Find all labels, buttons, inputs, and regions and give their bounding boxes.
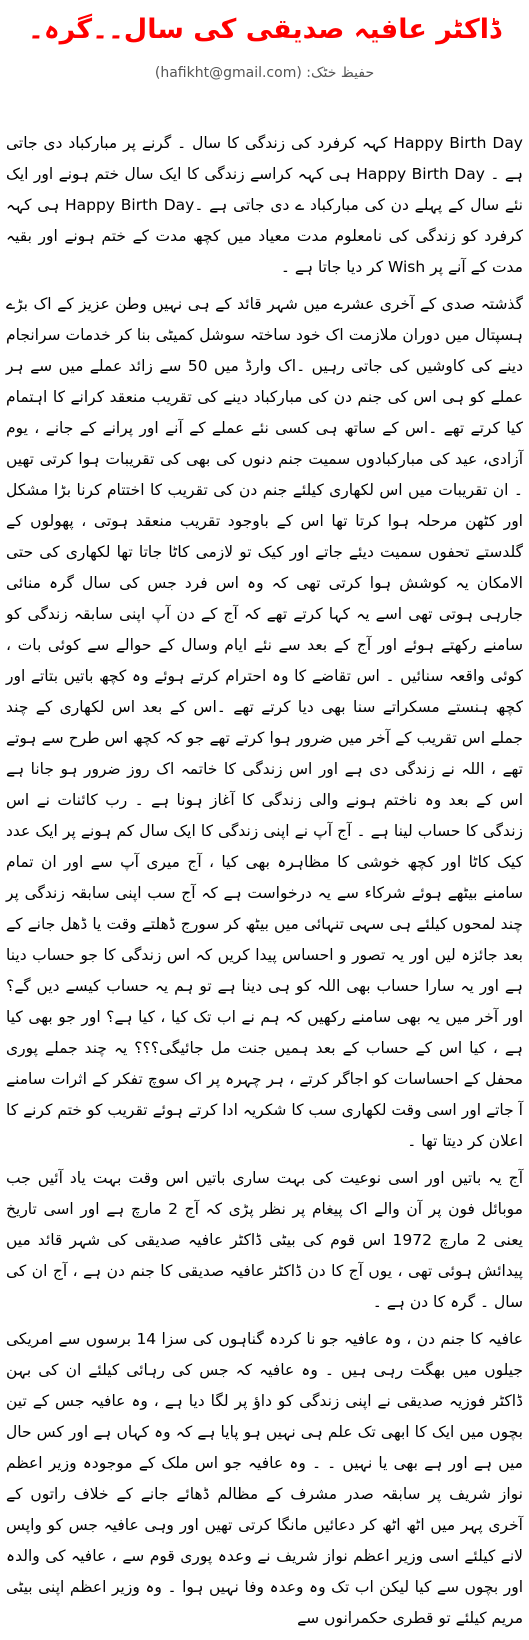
author-email: (hafikht@gmail.com) — [154, 65, 302, 81]
paragraph-birthday-message: آج یہ باتیں اور اسی نوعیت کی بہت ساری باتیں اس وقت بہت یاد آئیں جب موبائل فون پر آن والے اک پیغام پر نظر پڑی کہ آج 2 مارچ ہے اور اسی تاریخ یعنی 2 مارچ 1972 اس قوم کی بیٹی ڈاکٹر عافیہ صدیقی کی شہر قائد میں پیدائش ہوئی تھی ، یوں آج کا دن ڈاکٹر عافیہ صدیقی کا جنم دن ہے ، آج ان کی سال ۔ گرہ کا دن ہے ۔ — [6, 1169, 523, 1311]
paragraph-hospital-memories: گذشتہ صدی کے آخری عشرے میں شہر قائد کے ہی نہیں وطن عزیز کے اک بڑے ہسپتال میں دوران ملازمت اک خود ساختہ سوشل کمیٹی بنا کر خدمات سرانجام دینے کی کاوشیں کی جاتی رہیں ۔اک وارڈ میں 50 سے زائد عملے میں سے ہر عملے کو ہی اس کی جنم دن کی مبارکباد دینے کی تقریب منعقد کرانے کا اہتمام کیا کرتے تھے ۔اس کے ساتھ ہی کسی نئے عملے کے آنے اور پرانے کے جانے ، یوم آزادی، عید کی مبارکبادوں سمیت جنم دنوں کی بھی کی تقریبات ہوا کرتی تھیں ۔ ان تقریبات میں اس لکھاری کیلئے جنم دن کی تقریب کا اختتام کرنا بڑا مشکل اور کٹھن مرحلہ ہوا کرتا تھا اس کے باوجود تقریب منعقد ہوتی ، پھولوں کے گلدستے تحفوں سمیت دیئے جاتے اور کیک تو لازمی کاٹا جاتا تھا لکھاری کی حتی الامکان یہ کوشش ہوا کرتی تھی کہ وہ اس فرد جس کی سال گرہ منائی جارہی ہوتی تھی اسے یہ کہا کرتے تھے کہ آج کے دن آپ اپنی سابقہ زندگی کو سامنے رکھتے ہوئے اور آج کے بعد سے نئے ایام وسال کے حوالے سے کوئی بات ، کوئی واقعہ سنائیں ۔ اس تقاضے کا وہ احترام کرتے ہوئے وہ کچھ باتیں بتاتے اور کچھ ہنستے مسکراتے سنا بھی دیا کرتے تھے ۔اس کے بعد اس لکھاری کے چند جملے اس تقریب کے آخر میں ضرور ہوا کرتے تھے جو کہ کچھ اس طرح سے ہوتے تھے ، اللہ نے زندگی دی ہے اور اس زندگی کا خاتمہ اک روز ضرور ہو جانا ہے اس کے بعد وہ ناختم ہونے والی زندگی کا آغاز ہونا ہے ۔ رب کائنات نے اس زندگی کا حساب لینا ہے ۔ آج آپ نے اپنی زندگی کا ایک سال کم ہونے پر ایک عدد کیک کاٹا اور کچھ خوشی کا مظاہرہ بھی کیا ، آج میری آپ سے اور ان تمام سامنے بیٹھے ہوئے شرکاء سے یہ درخواست ہے کہ آج سب اپنی سابقہ زندگی پر چند لمحوں کیلئے ہی سہی تنہائی میں بیٹھ کر سورج ڈھلتے وقت یا ڈھل جانے کے بعد جائزہ لیں اور یہ تصور و احساس پیدا کریں کہ اس زندگی کا جو حساب دینا ہے اور یہ سارا حساب بھی اللہ کو ہی دینا ہے تو ہم یہ حساب کیسے دیں گے؟ اور آخر میں یہ بھی سامنے رکھیں کہ ہم نے اب تک کیا ، کیا ہے؟ اور جو بھی کیا ہے ، کیا اس کے حساب کے بعد ہمیں جنت مل جائیگی؟؟؟ یہ چند جملے پوری محفل کے احساسات کو اجاگر کرتے ، ہر چہرہ پر اک سوچ تفکر کے اثرات سامنے آ جاتے اور اسی وقت لکھاری سب کا شکریہ ادا کرتے ہوئے تقریب کو ختم کرنے کا اعلان کر دیتا تھا ۔ — [6, 295, 524, 1150]
article-body — [6, 128, 523, 1640]
author-name: حفیظ خٹک: — [306, 65, 375, 81]
paragraph-intro: Happy Birth Day کہہ کرفرد کی زندگی کا سال ۔ گرنے پر مبارکباد دی جاتی ہے ۔ Happy Birth Day ہی کہہ کراسے زندگی کا ایک سال ختم ہونے اور ایک نئے سال کے پہلے دن کی مبارکباد ے دی جاتی ہے ۔Happy Birth Day ہی کہہ کرفرد کو زندگی کی نامعلوم مدت معیاد میں کچھ مدت کے ختم ہونے اور بقیہ مدت کے آنے پر Wish کر دیا جاتا ہے ۔ — [6, 134, 523, 276]
byline — [0, 62, 529, 84]
paragraph-aafia: عافیہ کا جنم دن ، وہ عافیہ جو نا کردہ گناہوں کی سزا 14 برسوں سے امریکی جیلوں میں بھگت رہی ہیں ۔ وہ عافیہ کہ جس کی رہائی کیلئے ان کی بہن ڈاکٹر فوزیہ صدیقی نے اپنی زندگی کو داؤ پر لگا دیا ہے ، وہ عافیہ جس کے تین بچوں میں ایک کا ابھی تک علم ہی نہیں ہو پایا ہے کہ وہ کہاں ہے اور کس حال میں ہے اور ہے بھی یا نہیں ۔ ۔ وہ عافیہ جو اس ملک کے موجودہ وزیر اعظم نواز شریف پر سابقہ صدر مشرف کے مظالم ڈھائے جانے کے خلاف راتوں کے آخری پہر میں اٹھ اٹھ کر دعائیں مانگا کرتی تھیں اور وہی عافیہ جس کو واپس لانے کیلئے اسی وزیر اعظم نواز شریف نے وعدہ پوری قوم سے ، عافیہ کی والدہ اور بچوں سے کیا لیکن اب تک وہ وعدہ وفا نہیں ہوا ۔ وہ وزیر اعظم اپنی بیٹی مریم کیلئے تو قطری حکمرانوں سے — [6, 1330, 523, 1627]
article-title: ڈاکٹر عافیہ صدیقی کی سال۔۔گرہ۔ — [28, 14, 501, 45]
